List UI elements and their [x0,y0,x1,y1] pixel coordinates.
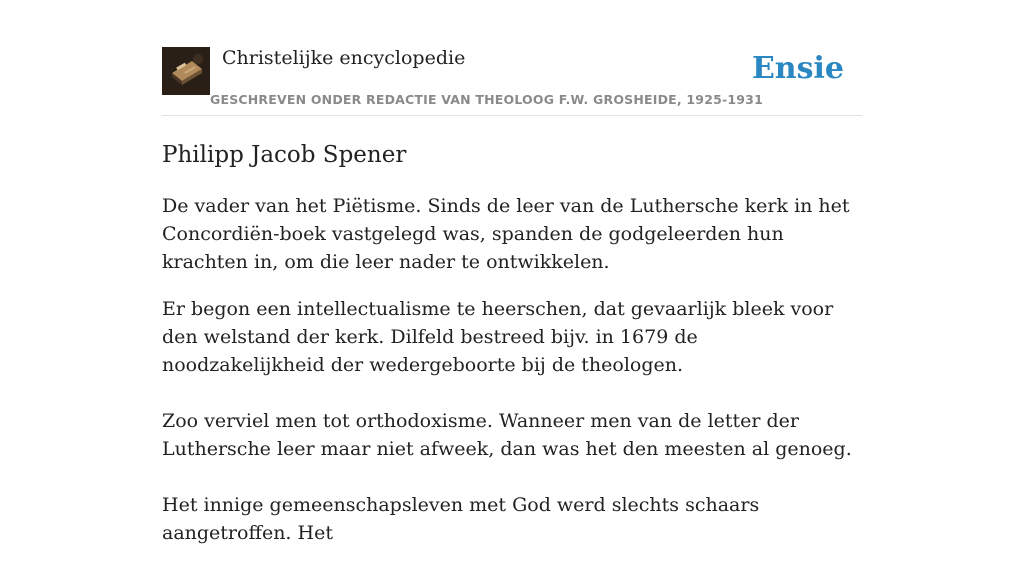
paragraph: Het innige gemeenschapsleven met God werd slechts schaars aangetroffen. Het [162,494,760,544]
paragraph: Zoo verviel men tot orthodoxisme. Wanneer men van de letter der Luthersche leer maar niet afweek, dan was het den meesten al genoeg. [162,410,852,460]
article-body [162,192,862,566]
article-title: Philipp Jacob Spener [162,142,407,168]
brand-logo[interactable]: Ensie [751,51,844,86]
paragraph: Er begon een intellectualisme te heerschen, dat gevaarlijk bleek voor den welstand der kerk. Dilfeld bestreed bijv. in 1679 de noodzakelijkheid der wedergeboorte bij de theologen. [162,298,834,376]
avatar[interactable] [162,47,210,95]
site-header [162,46,862,116]
site-subtitle: GESCHREVEN ONDER REDACTIE VAN THEOLOOG F.W. GROSHEIDE, 1925-1931 [210,92,763,107]
site-title[interactable]: Christelijke encyclopedie [222,47,466,69]
book-photo-icon [162,47,210,95]
paragraph: De vader van het Piëtisme. Sinds de leer van de Luthersche kerk in het Concordiën-boek vastgelegd was, spanden de godgeleerden hun krachten in, om die leer nader te ontwikkelen. [162,195,850,273]
